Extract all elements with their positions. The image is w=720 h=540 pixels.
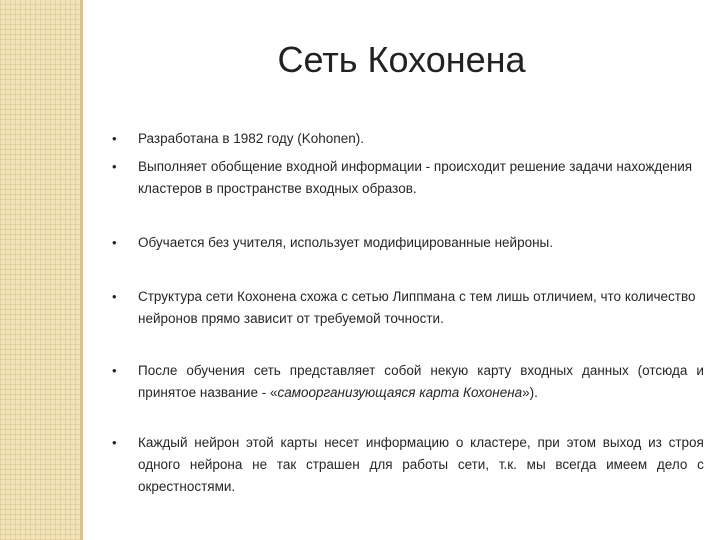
decorative-side-panel <box>0 0 80 540</box>
bullet-line-text: принятое название - « <box>138 385 278 400</box>
emphasized-term: самоорганизующаяся карта Кохонена <box>277 385 523 400</box>
bullet-line: После обучения сеть представляет собой некую карту входных данных (отсюда и <box>138 363 704 378</box>
bullet-text: Обучается без учителя, использует модифицированные нейроны. <box>138 235 553 250</box>
bullet-marker: • <box>112 289 117 304</box>
bullet-line: Каждый нейрон этой карты несет информацию о кластере, при этом выход из строя <box>138 435 704 450</box>
bullet-marker: • <box>112 159 117 174</box>
bullet-line: окрестностями. <box>138 479 236 494</box>
bullet-marker: • <box>112 435 117 450</box>
bullet-line <box>138 382 704 404</box>
bullet-marker: • <box>112 235 117 250</box>
bullet-line: кластеров в пространстве входных образов. <box>138 181 417 196</box>
slide-title: Сеть Кохонена <box>277 39 526 80</box>
bullet-marker: • <box>112 363 117 378</box>
bullet-line: Выполняет обобщение входной информации - происходит решение задачи нахождения <box>138 159 693 174</box>
bullet-line: Структура сети Кохонена схожа с сетью Липпмана с тем лишь отличием, что количество <box>138 289 696 304</box>
bullet-line: одного нейрона не так страшен для работы сети, т.к. мы всегда имеем дело с <box>138 457 704 472</box>
bullet-line-text: »). <box>522 385 538 400</box>
bullet-text: Разработана в 1982 году (Kohonen). <box>138 131 365 146</box>
bullet-line: нейронов прямо зависит от требуемой точности. <box>138 311 444 326</box>
bullet-marker: • <box>112 131 117 146</box>
